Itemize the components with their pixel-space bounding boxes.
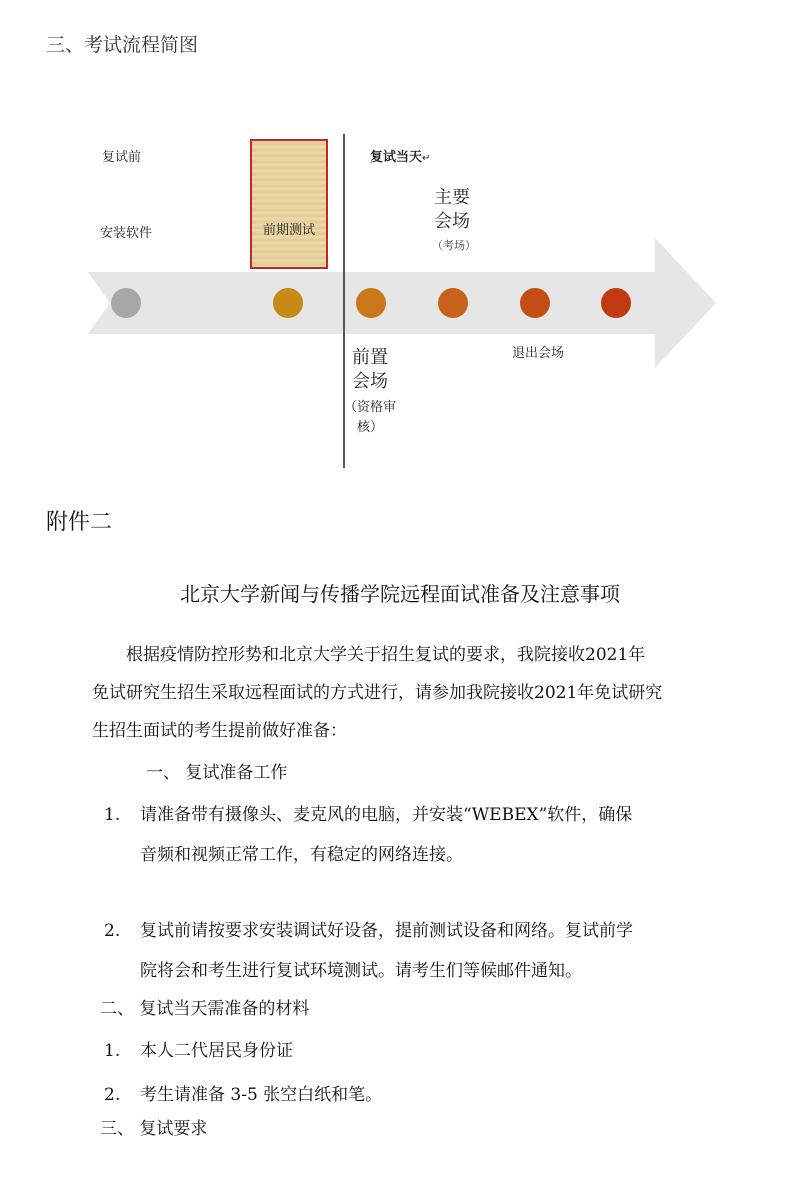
part2-item-2-text: 考生请准备 3-5 张空白纸和笔。: [140, 1085, 383, 1105]
timeline-dot-6: [601, 288, 631, 318]
return-mark: ↵: [422, 153, 431, 164]
install-software-label: 安装软件: [100, 226, 153, 241]
part2-heading: 二、 复试当天需准备的材料: [100, 999, 310, 1019]
part3-heading: 三、 复试要求: [100, 1119, 208, 1139]
timeline-dot-3: [356, 288, 386, 318]
part1-item-2-num: 2.: [104, 921, 121, 941]
main-venue-label: 主要会场: [434, 187, 470, 232]
main-venue-note: （考场）: [432, 239, 476, 252]
flow-arrow-graphic: [0, 120, 800, 480]
part2-item-1-text: 本人二代居民身份证: [140, 1041, 293, 1061]
timeline-dot-4: [438, 288, 468, 318]
before-label: 复试前: [102, 150, 142, 165]
part1-item-1-line2: 音频和视频正常工作，有稳定的网络连接。: [140, 845, 463, 865]
timeline-dot-1: [111, 288, 141, 318]
part1-item-2-line1: 复试前请按要求安装调试好设备，提前测试设备和网络。复试前学: [140, 921, 633, 941]
day-label: 复试当天: [370, 150, 423, 165]
pre-venue-note: （资格审核）: [344, 400, 397, 435]
day-label-wrap: [370, 148, 430, 169]
part1-heading: 一、 复试准备工作: [146, 763, 288, 783]
part2-item-1-num: 1.: [104, 1041, 121, 1061]
intro-line-3: 生招生面试的考生提前做好准备：: [92, 721, 347, 741]
flow-diagram: [0, 120, 800, 480]
timeline-dot-2: [273, 288, 303, 318]
timeline-dot-5: [520, 288, 550, 318]
section-heading: 三、考试流程简图: [46, 34, 199, 56]
exit-venue-label: 退出会场: [512, 346, 565, 361]
part2-item-2-num: 2.: [104, 1085, 121, 1105]
pretest-box: [250, 139, 328, 269]
part1-item-2-line2: 院将会和考生进行复试环境测试。请考生们等候邮件通知。: [140, 961, 582, 981]
pre-venue-label: 前置会场: [352, 347, 388, 392]
part1-item-1-line1: 请准备带有摄像头、麦克风的电脑，并安装“WEBEX”软件，确保: [140, 805, 633, 825]
pretest-label: 前期测试: [262, 223, 315, 238]
annex-label: 附件二: [46, 510, 113, 535]
intro-line-2: 免试研究生招生采取远程面试的方式进行，请参加我院接收2021年免试研究: [92, 683, 663, 703]
doc-title: 北京大学新闻与传播学院远程面试准备及注意事项: [180, 582, 620, 606]
intro-line-1: 根据疫情防控形势和北京大学关于招生复试的要求，我院接收2021年: [126, 645, 646, 665]
part1-item-1-num: 1.: [104, 805, 121, 825]
